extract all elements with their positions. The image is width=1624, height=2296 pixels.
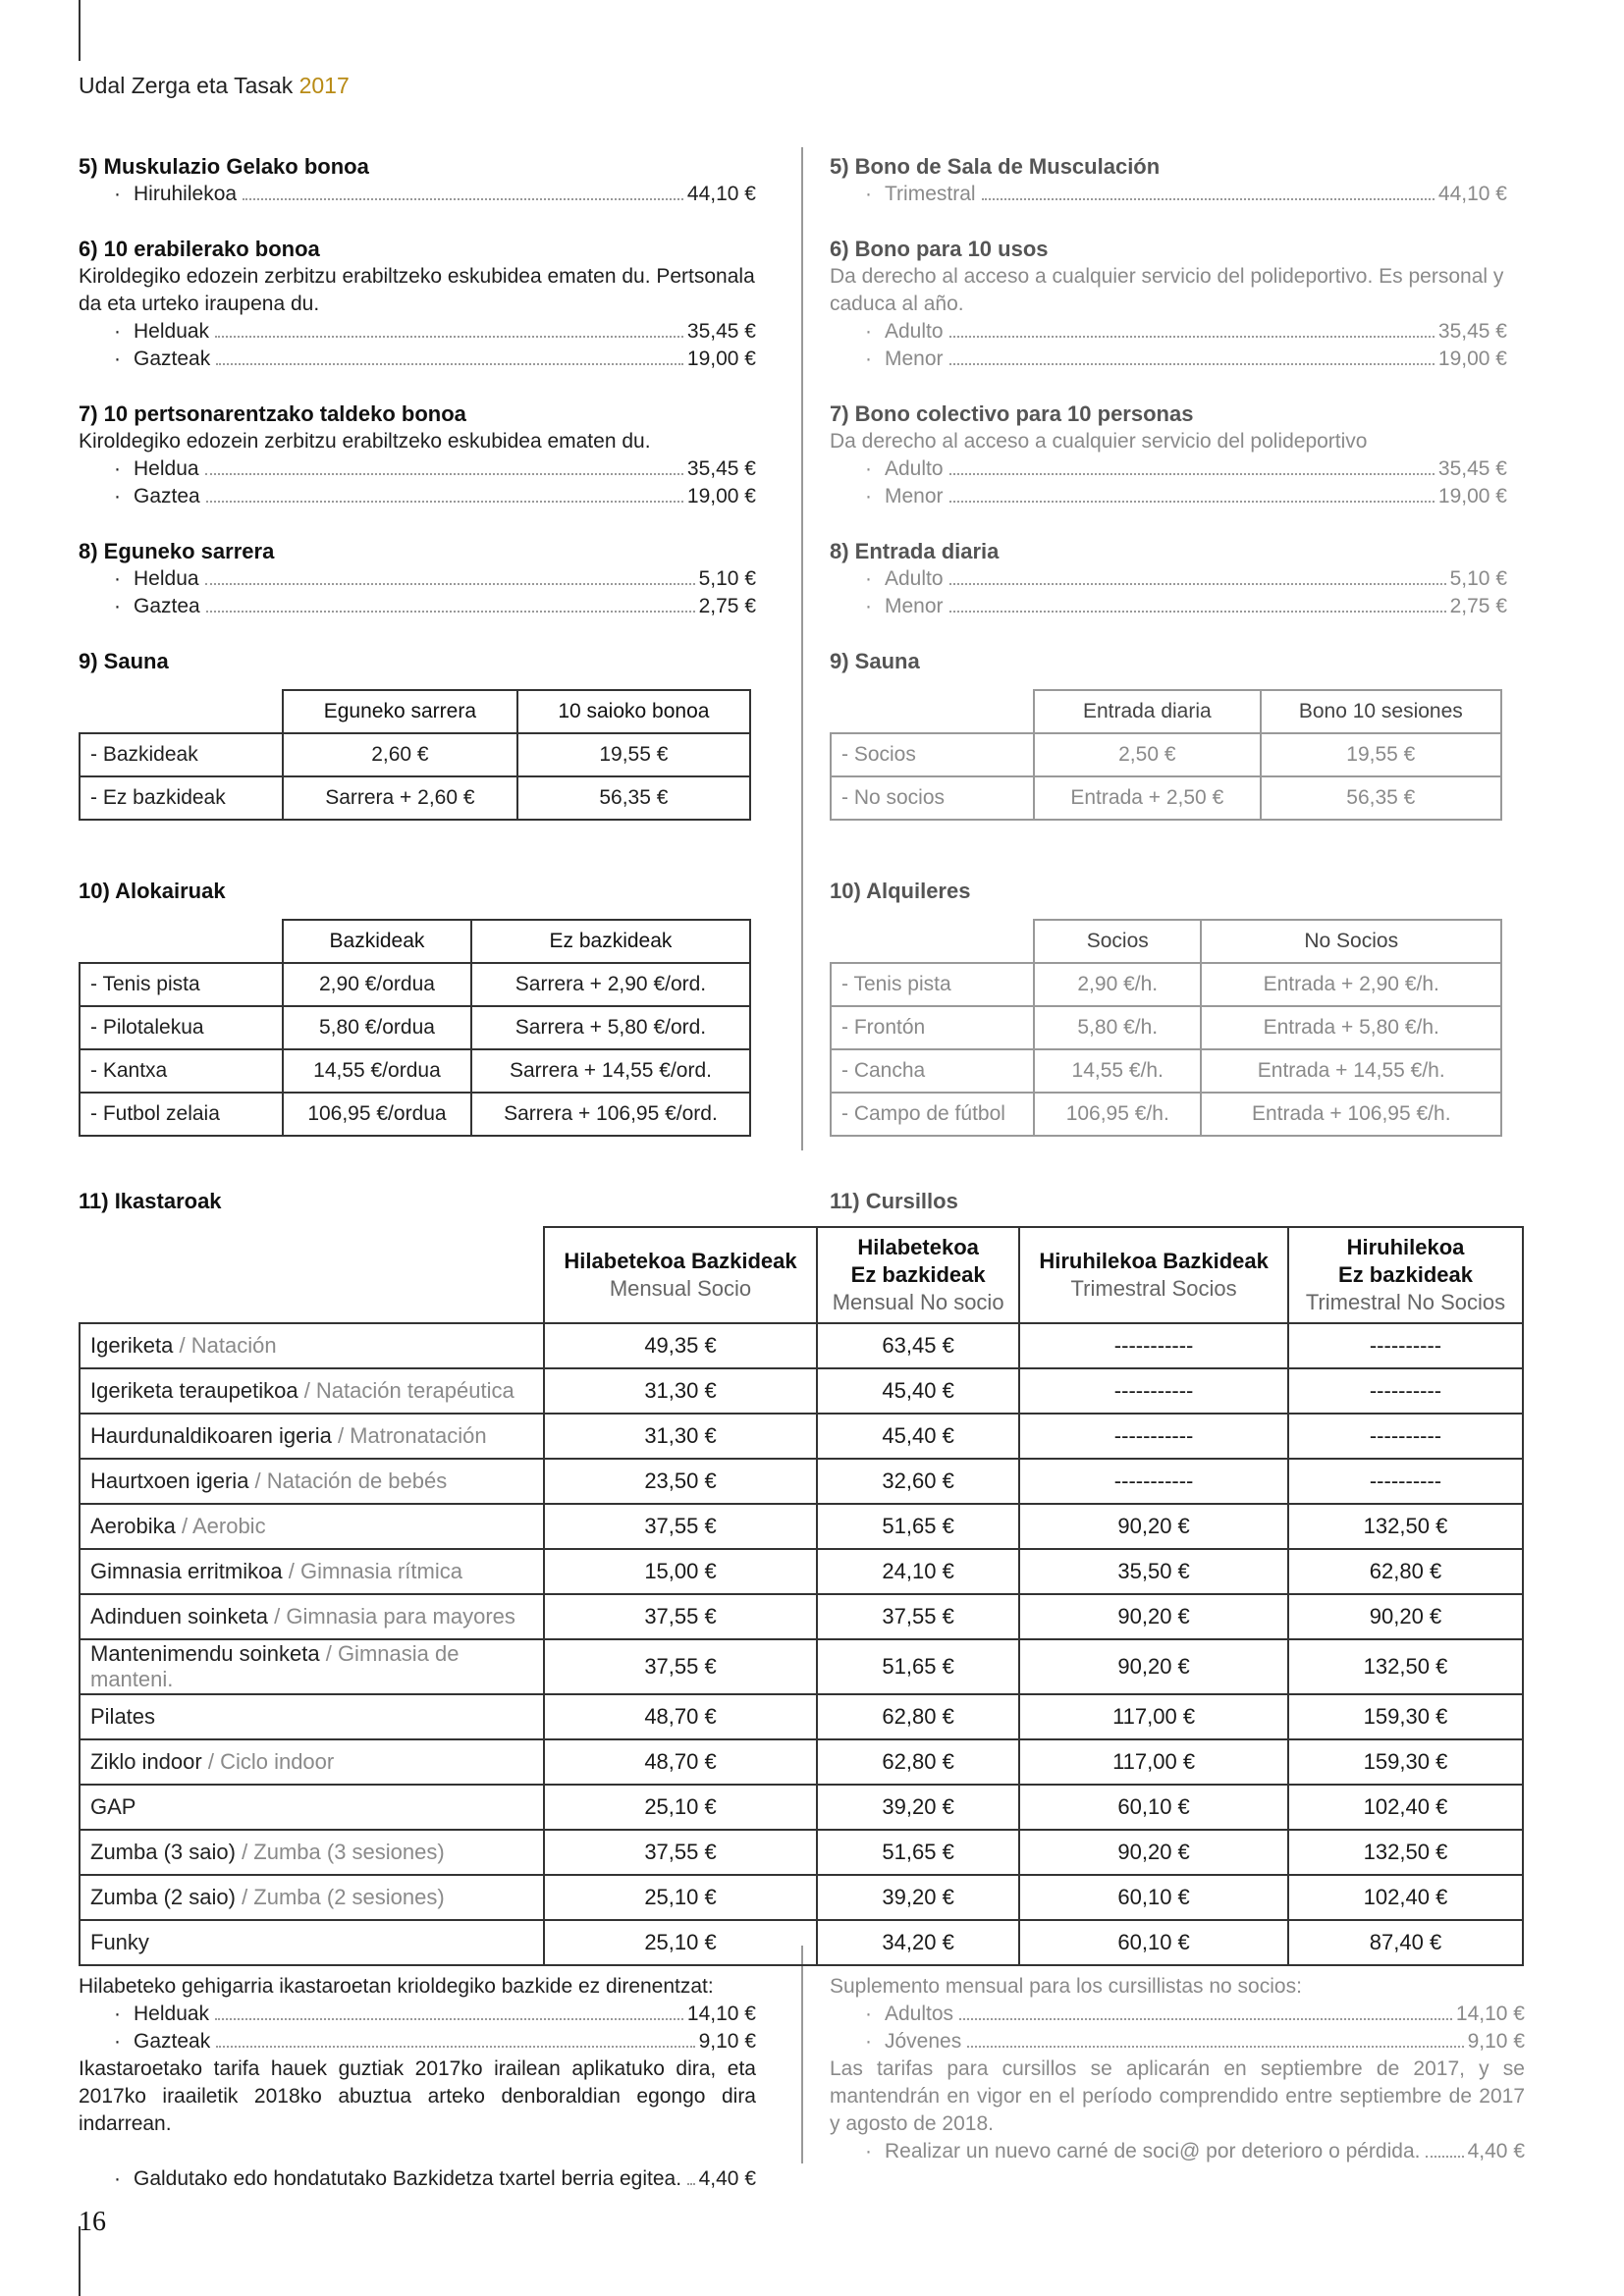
section-title: 9) Sauna bbox=[79, 649, 169, 673]
courses-table bbox=[79, 1226, 1524, 1966]
table-row: - Socios 2,50 € 19,55 € bbox=[831, 733, 1501, 776]
course-name: Funky bbox=[80, 1920, 544, 1965]
section-7 bbox=[79, 400, 756, 510]
course-price: ----------- bbox=[1019, 1368, 1288, 1414]
table-row: - Pilotalekua 5,80 €/ordua Sarrera + 5,80 €/ord. bbox=[80, 1006, 750, 1049]
table-header: Ez bazkideak bbox=[471, 920, 750, 963]
price-item: · Adulto 35,45 € bbox=[865, 457, 1507, 480]
course-price: 48,70 € bbox=[544, 1694, 817, 1739]
section-9 bbox=[830, 648, 1507, 821]
price-item: · Jóvenes 9,10 € bbox=[865, 2030, 1525, 2053]
course-price: ---------- bbox=[1288, 1414, 1523, 1459]
course-price: 32,60 € bbox=[817, 1459, 1019, 1504]
section-title: 10) Alquileres bbox=[830, 879, 971, 903]
course-price: 24,10 € bbox=[817, 1549, 1019, 1594]
table-row: - Futbol zelaia 106,95 €/ordua Sarrera + 106,95 €/ord. bbox=[80, 1093, 750, 1136]
course-price: 49,35 € bbox=[544, 1323, 817, 1368]
section-title: 11) Ikastaroak bbox=[79, 1189, 222, 1213]
course-price: ----------- bbox=[1019, 1414, 1288, 1459]
header-year: 2017 bbox=[298, 73, 350, 98]
course-price: 37,55 € bbox=[544, 1504, 817, 1549]
course-price: ---------- bbox=[1288, 1459, 1523, 1504]
course-price: 90,20 € bbox=[1019, 1504, 1288, 1549]
price-item: · Adultos 14,10 € bbox=[865, 2002, 1525, 2025]
course-price: 31,30 € bbox=[544, 1368, 817, 1414]
table-row bbox=[80, 1549, 1523, 1594]
section-title: 6) 10 erabilerako bonoa bbox=[79, 237, 320, 261]
table-row: - Ez bazkideak Sarrera + 2,60 € 56,35 € bbox=[80, 776, 750, 820]
section-title: 7) Bono colectivo para 10 personas bbox=[830, 401, 1194, 426]
course-price: 102,40 € bbox=[1288, 1875, 1523, 1920]
table-row bbox=[80, 1920, 1523, 1965]
course-price: 62,80 € bbox=[817, 1694, 1019, 1739]
courses-section bbox=[79, 1226, 1524, 1966]
section-title: 11) Cursillos bbox=[830, 1189, 958, 1213]
course-price: 90,20 € bbox=[1288, 1594, 1523, 1639]
table-row bbox=[80, 1694, 1523, 1739]
course-price: 60,10 € bbox=[1019, 1875, 1288, 1920]
section-9 bbox=[79, 648, 756, 821]
course-price: 34,20 € bbox=[817, 1920, 1019, 1965]
price-item: · Realizar un nuevo carné de soci@ por deterioro o pérdida. 4,40 € bbox=[865, 2140, 1525, 2163]
table-row bbox=[80, 1323, 1523, 1368]
course-name: Zumba (2 saio) / Zumba (2 sesiones) bbox=[80, 1875, 544, 1920]
section-title: 5) Muskulazio Gelako bonoa bbox=[79, 154, 369, 179]
course-price: 90,20 € bbox=[1019, 1639, 1288, 1694]
course-name: GAP bbox=[80, 1785, 544, 1830]
course-price: 37,55 € bbox=[544, 1639, 817, 1694]
right-column bbox=[830, 153, 1507, 1215]
course-price: ---------- bbox=[1288, 1323, 1523, 1368]
price-item: · Gaztea 19,00 € bbox=[114, 485, 756, 507]
course-price: 62,80 € bbox=[817, 1739, 1019, 1785]
section-title: 9) Sauna bbox=[830, 649, 920, 673]
column-divider-top bbox=[801, 147, 803, 1150]
course-price: ----------- bbox=[1019, 1459, 1288, 1504]
course-price: 62,80 € bbox=[1288, 1549, 1523, 1594]
course-price: 45,40 € bbox=[817, 1368, 1019, 1414]
price-item: · Trimestral 44,10 € bbox=[865, 183, 1507, 205]
course-price: 159,30 € bbox=[1288, 1739, 1523, 1785]
sauna-table bbox=[830, 689, 1502, 821]
section-6 bbox=[79, 236, 756, 373]
course-price: 87,40 € bbox=[1288, 1920, 1523, 1965]
page-header bbox=[79, 73, 350, 99]
course-price: 117,00 € bbox=[1019, 1694, 1288, 1739]
section-description: Kiroldegiko edozein zerbitzu erabiltzeko eskubidea ematen du. bbox=[79, 430, 651, 453]
price-item: · Adulto 5,10 € bbox=[865, 567, 1507, 590]
course-price: 90,20 € bbox=[1019, 1830, 1288, 1875]
price-item: · Heldua 5,10 € bbox=[114, 567, 756, 590]
price-item: · Hiruhilekoa 44,10 € bbox=[114, 183, 756, 205]
course-price: 15,00 € bbox=[544, 1549, 817, 1594]
table-header: No Socios bbox=[1201, 920, 1501, 963]
table-header: 10 saioko bonoa bbox=[517, 690, 750, 733]
course-price: 60,10 € bbox=[1019, 1785, 1288, 1830]
courses-header-row bbox=[80, 1227, 1523, 1323]
course-price: 132,50 € bbox=[1288, 1830, 1523, 1875]
course-price: 51,65 € bbox=[817, 1830, 1019, 1875]
course-name: Igeriketa / Natación bbox=[80, 1323, 544, 1368]
table-row bbox=[80, 1739, 1523, 1785]
table-row bbox=[80, 1830, 1523, 1875]
course-name: Mantenimendu soinketa / Gimnasia de manteni. bbox=[80, 1639, 544, 1694]
course-price: 25,10 € bbox=[544, 1785, 817, 1830]
section-5 bbox=[830, 153, 1507, 208]
price-item: · Gazteak 19,00 € bbox=[114, 347, 756, 370]
section-6 bbox=[830, 236, 1507, 373]
course-price: 39,20 € bbox=[817, 1875, 1019, 1920]
course-price: 37,55 € bbox=[544, 1594, 817, 1639]
price-item: · Galdutako edo hondatutako Bazkidetza txartel berria egitea. 4,40 € bbox=[114, 2167, 756, 2190]
price-item: · Gaztea 2,75 € bbox=[114, 595, 756, 617]
section-5 bbox=[79, 153, 756, 208]
table-row: - Kantxa 14,55 €/ordua Sarrera + 14,55 €/ord. bbox=[80, 1049, 750, 1093]
right-footnote bbox=[830, 1973, 1525, 2165]
section-description: Da derecho al acceso a cualquier servicio del polideportivo. Es personal y caduca al año. bbox=[830, 265, 1504, 315]
table-header: Hiruhilekoa Ez bazkideak Trimestral No Socios bbox=[1288, 1227, 1523, 1323]
footnote-note: Ikastaroetako tarifa hauek guztiak 2017ko irailean aplikatuko dira, eta 2017ko iraailetik 2018ko abuztua arteko denboraldian egongo dira indarrean. bbox=[79, 2057, 756, 2135]
table-row bbox=[80, 1414, 1523, 1459]
course-price: 51,65 € bbox=[817, 1504, 1019, 1549]
table-row bbox=[80, 1594, 1523, 1639]
footnote-note: Las tarifas para cursillos se aplicarán en septiembre de 2017, y se mantendrán en vigor en el período comprendido entre septiembre de 2017 y agosto de 2018. bbox=[830, 2057, 1525, 2135]
course-name: Adinduen soinketa / Gimnasia para mayores bbox=[80, 1594, 544, 1639]
course-price: 48,70 € bbox=[544, 1739, 817, 1785]
left-footnote bbox=[79, 1973, 756, 2193]
table-row bbox=[80, 1785, 1523, 1830]
rentals-table bbox=[79, 919, 751, 1137]
footnote-intro: Hilabeteko gehigarria ikastaroetan krioldegiko bazkide ez direnentzat: bbox=[79, 1975, 714, 1998]
table-row: - No socios Entrada + 2,50 € 56,35 € bbox=[831, 776, 1501, 820]
course-price: 63,45 € bbox=[817, 1323, 1019, 1368]
course-name: Pilates bbox=[80, 1694, 544, 1739]
course-price: 102,40 € bbox=[1288, 1785, 1523, 1830]
course-price: 23,50 € bbox=[544, 1459, 817, 1504]
table-row: - Bazkideak 2,60 € 19,55 € bbox=[80, 733, 750, 776]
course-price: 25,10 € bbox=[544, 1875, 817, 1920]
price-item: · Menor 2,75 € bbox=[865, 595, 1507, 617]
course-price: 25,10 € bbox=[544, 1920, 817, 1965]
table-header: Hilabetekoa Ez bazkideak Mensual No socio bbox=[817, 1227, 1019, 1323]
left-column bbox=[79, 153, 756, 1215]
table-header: Eguneko sarrera bbox=[283, 690, 517, 733]
course-price: 31,30 € bbox=[544, 1414, 817, 1459]
table-row bbox=[80, 1875, 1523, 1920]
course-name: Haurtxoen igeria / Natación de bebés bbox=[80, 1459, 544, 1504]
table-row bbox=[80, 1459, 1523, 1504]
price-item: · Helduak 14,10 € bbox=[114, 2002, 756, 2025]
section-description: Kiroldegiko edozein zerbitzu erabiltzeko eskubidea ematen du. Pertsonala da eta urteko iraupena du. bbox=[79, 265, 755, 315]
price-item: · Adulto 35,45 € bbox=[865, 320, 1507, 343]
section-title: 7) 10 pertsonarentzako taldeko bonoa bbox=[79, 401, 466, 426]
sauna-table bbox=[79, 689, 751, 821]
section-title: 8) Entrada diaria bbox=[830, 539, 1000, 563]
course-name: Ziklo indoor / Ciclo indoor bbox=[80, 1739, 544, 1785]
course-price: 51,65 € bbox=[817, 1639, 1019, 1694]
table-row: - Tenis pista 2,90 €/ordua Sarrera + 2,90 €/ord. bbox=[80, 963, 750, 1006]
table-row bbox=[80, 1639, 1523, 1694]
course-price: 39,20 € bbox=[817, 1785, 1019, 1830]
section-8 bbox=[79, 538, 756, 620]
price-item: · Gazteak 9,10 € bbox=[114, 2030, 756, 2053]
course-name: Gimnasia erritmikoa / Gimnasia rítmica bbox=[80, 1549, 544, 1594]
course-price: 37,55 € bbox=[817, 1594, 1019, 1639]
section-title: 6) Bono para 10 usos bbox=[830, 237, 1049, 261]
table-row bbox=[80, 1504, 1523, 1549]
course-name: Zumba (3 saio) / Zumba (3 sesiones) bbox=[80, 1830, 544, 1875]
section-title: 10) Alokairuak bbox=[79, 879, 226, 903]
course-price: 132,50 € bbox=[1288, 1639, 1523, 1694]
section-description: Da derecho al acceso a cualquier servicio del polideportivo bbox=[830, 430, 1368, 453]
course-price: 90,20 € bbox=[1019, 1594, 1288, 1639]
section-10 bbox=[79, 878, 756, 1137]
price-item: · Heldua 35,45 € bbox=[114, 457, 756, 480]
table-row: - Frontón 5,80 €/h. Entrada + 5,80 €/h. bbox=[831, 1006, 1501, 1049]
column-divider-bottom bbox=[801, 1946, 803, 2163]
course-name: Haurdunaldikoaren igeria / Matronatación bbox=[80, 1414, 544, 1459]
table-header: Bazkideak bbox=[283, 920, 471, 963]
top-rule bbox=[79, 0, 81, 61]
table-row: - Campo de fútbol 106,95 €/h. Entrada + 106,95 €/h. bbox=[831, 1093, 1501, 1136]
course-price: 37,55 € bbox=[544, 1830, 817, 1875]
section-title: 5) Bono de Sala de Musculación bbox=[830, 154, 1161, 179]
section-7 bbox=[830, 400, 1507, 510]
table-header: Entrada diaria bbox=[1034, 690, 1261, 733]
course-name: Igeriketa teraupetikoa / Natación terapéutica bbox=[80, 1368, 544, 1414]
table-row bbox=[80, 1368, 1523, 1414]
course-name: Aerobika / Aerobic bbox=[80, 1504, 544, 1549]
price-item: · Menor 19,00 € bbox=[865, 485, 1507, 507]
table-header: Hilabetekoa Bazkideak Mensual Socio bbox=[544, 1227, 817, 1323]
footnote-intro: Suplemento mensual para los cursillistas no socios: bbox=[830, 1975, 1302, 1998]
table-header: Socios bbox=[1034, 920, 1201, 963]
table-header: Bono 10 sesiones bbox=[1261, 690, 1501, 733]
course-price: 159,30 € bbox=[1288, 1694, 1523, 1739]
page-number: 16 bbox=[79, 2207, 106, 2237]
table-row: - Tenis pista 2,90 €/h. Entrada + 2,90 €/h. bbox=[831, 963, 1501, 1006]
price-item: · Helduak 35,45 € bbox=[114, 320, 756, 343]
price-item: · Menor 19,00 € bbox=[865, 347, 1507, 370]
section-8 bbox=[830, 538, 1507, 620]
course-price: 60,10 € bbox=[1019, 1920, 1288, 1965]
course-price: 35,50 € bbox=[1019, 1549, 1288, 1594]
course-price: ---------- bbox=[1288, 1368, 1523, 1414]
table-header: Hiruhilekoa Bazkideak Trimestral Socios bbox=[1019, 1227, 1288, 1323]
course-price: 45,40 € bbox=[817, 1414, 1019, 1459]
section-title: 8) Eguneko sarrera bbox=[79, 539, 275, 563]
course-price: 117,00 € bbox=[1019, 1739, 1288, 1785]
table-row: - Cancha 14,55 €/h. Entrada + 14,55 €/h. bbox=[831, 1049, 1501, 1093]
header-title: Udal Zerga eta Tasak bbox=[79, 73, 294, 98]
course-price: ----------- bbox=[1019, 1323, 1288, 1368]
course-price: 132,50 € bbox=[1288, 1504, 1523, 1549]
rentals-table bbox=[830, 919, 1502, 1137]
section-10 bbox=[830, 878, 1507, 1137]
